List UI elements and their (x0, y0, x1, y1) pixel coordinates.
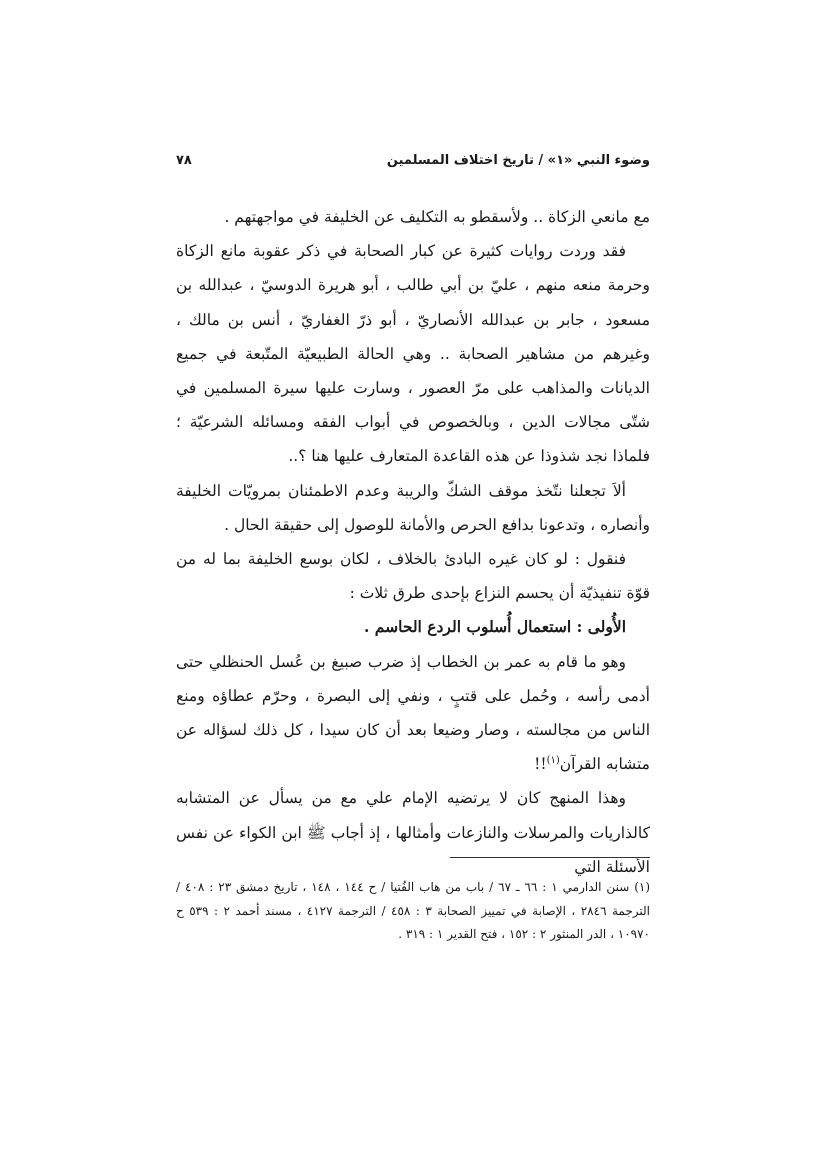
paragraph-6-text: وهو ما قام به عمر بن الخطاب إذ ضرب صبيغ بن عُسل الحنظلي حتى أدمى رأسه ، وحُمل على قتبٍ ، ونفي إلى البصرة ، وحرّم عطاؤه ومنع الناس من مجالسته ، وصار وضيعا بعد أن كان سيدا ، كل ذلك لسؤاله عن متشابه القرآن (176, 652, 650, 774)
paragraph-3: ألاَ تجعلنا نتّخذ موقف الشكّ والريبة وعدم الاطمئنان بمرويّات الخليفة وأنصاره ، وتدعونا بدافع الحرص والأمانة للوصول إلى حقيقة الحال . (176, 481, 650, 534)
paragraph-1: مع مانعي الزكاة .. ولأسقطو به التكليف عن الخليفة في مواجهتهم . (224, 208, 650, 226)
paragraph-7: وهذا المنهج كان لا يرتضيه الإمام علي مع من يسأل عن المتشابه كالذاريات والمرسلات والنازعات وأمثالها ، إذ أجاب ﷺ ابن الكواء عن نفس الأسئلة التي (176, 789, 650, 876)
paragraph-6-end: !! (534, 755, 547, 774)
paragraph-6 (176, 645, 650, 782)
page-header (176, 150, 650, 176)
footnote-reference: (١) (546, 755, 560, 767)
footnotes (176, 876, 650, 947)
paragraph-4: فنقول : لو كان غيره البادئ بالخلاف ، لكان بوسع الخليفة بما له من قوّة تنفيذيّة أن يحسم النزاع بإحدى طرق ثلاث : (176, 550, 650, 603)
main-text (176, 200, 650, 884)
footnote-divider (450, 857, 650, 858)
page-number: ٧٨ (176, 153, 192, 168)
footnote-1: (١) سنن الدارمي ١ : ٦٦ ـ ٦٧ / باب من هاب الفُتيا / ح ١٤٤ ، ١٤٨ ، تاريخ دمشق ٢٣ : ٤٠٨ / الترجمة ٢٨٤٦ ، الإصابة في تمييز الصحابة ٣ : ٤٥٨ / الترجمة ٤١٢٧ ، مسند أحمد ٢ : ٥٣٩ ح ١٠٩٧٠ ، الدر المنثور ٢ : ١٥٢ ، فتح القدير ١ : ٣١٩ . (176, 880, 651, 941)
section-heading: الأُولى : استعمال أُسلوب الردع الحاسم . (364, 617, 626, 637)
paragraph-2: فقد وردت روايات كثيرة عن كبار الصحابة في ذكر عقوبة مانع الزكاة وحرمة منعه منهم ، عليّ بن أبي طالب ، أبو هريرة الدوسيّ ، عبدالله بن مسعود ، جابر بن عبدالله الأنصاريّ ، أبو ذرّ الغفاريّ ، أنس بن مالك ، وغيرهم من مشاهير الصحابة .. وهي الحالة الطبيعيّة المتّبعة في جميع الديانات والمذاهب على مرّ العصور ، وسارت عليها سيرة المسلمين في شتّى مجالات الدين ، وبالخصوص في أبواب الفقه ومسائله الشرعيّة ؛ فلماذا نجد شذوذا عن هذه القاعدة المتعارف عليها هنا ؟.. (176, 242, 650, 466)
running-title: وضوء النبي «١» / تاريخ اختلاف المسلمين (386, 153, 650, 168)
